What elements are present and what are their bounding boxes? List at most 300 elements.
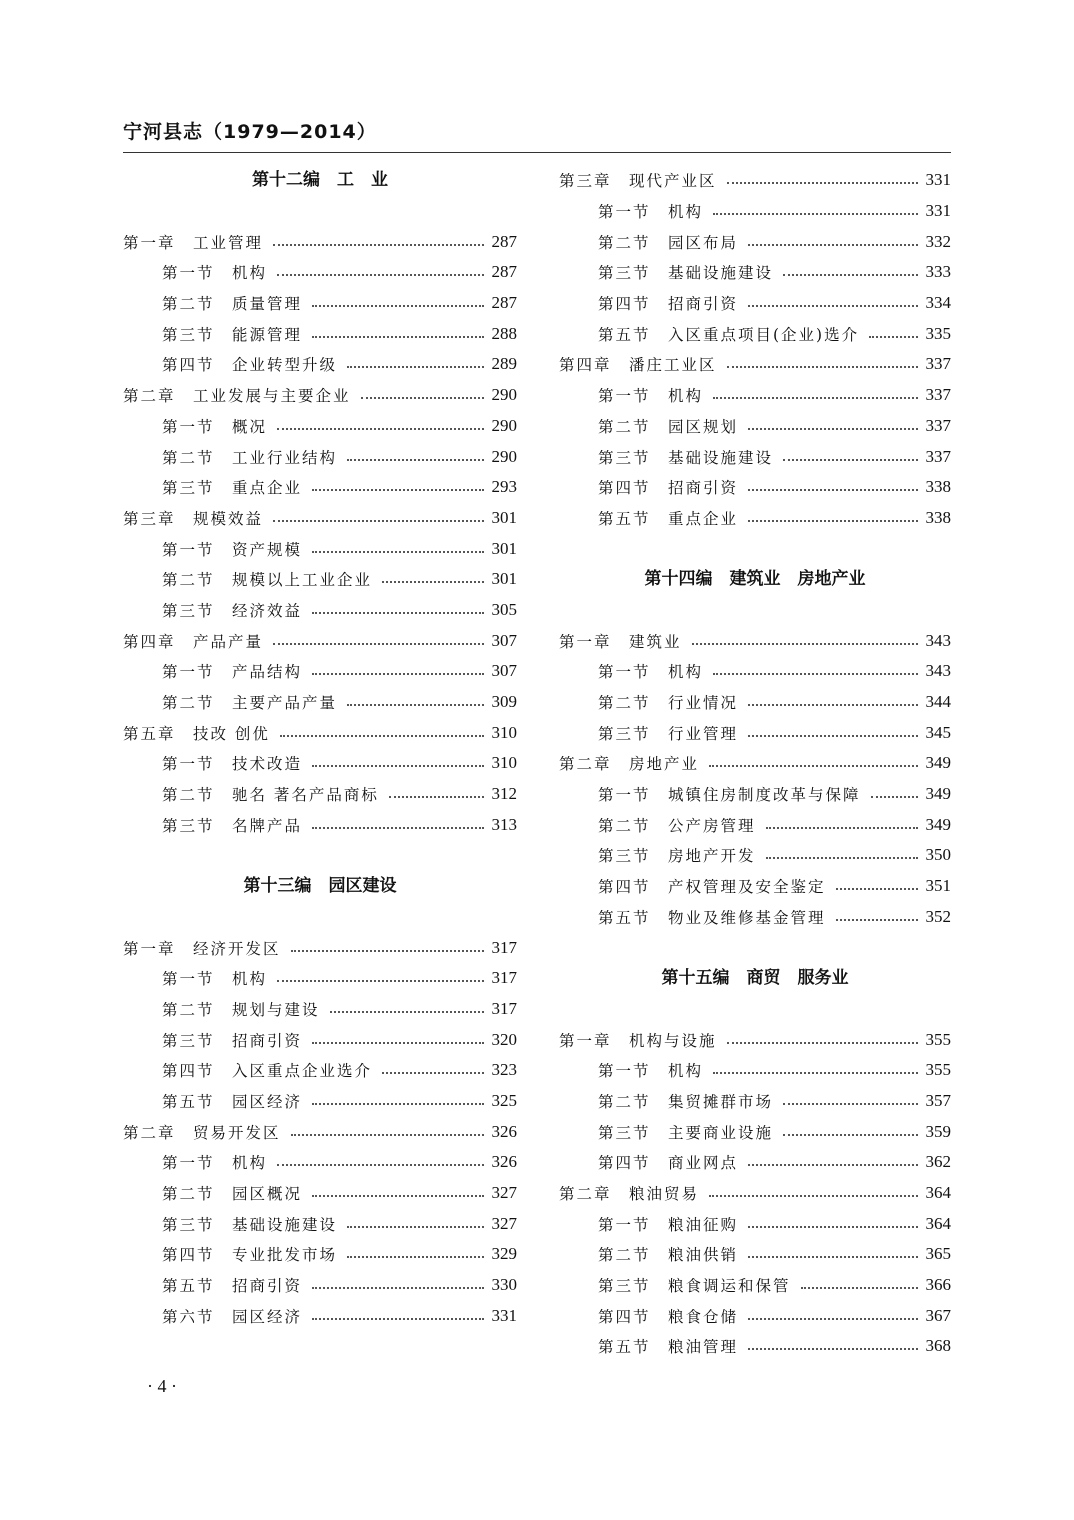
header-rule [123, 152, 951, 153]
toc-section-entry[interactable] [123, 1208, 517, 1239]
chapter-title: 建筑业 [629, 632, 682, 651]
dot-leader [382, 1072, 483, 1074]
page-ref: 330 [491, 1275, 517, 1295]
toc-section-entry[interactable] [559, 1208, 951, 1239]
toc-section-entry[interactable] [559, 1300, 951, 1331]
dot-leader [748, 1164, 917, 1166]
section-title: 基础设施建设 [232, 1215, 338, 1234]
page-ref: 312 [491, 784, 517, 804]
page-ref: 305 [491, 599, 517, 619]
page-ref: 344 [925, 692, 951, 712]
toc-section-entry[interactable] [559, 257, 951, 288]
section-title: 园区规划 [668, 417, 739, 436]
dot-leader [713, 213, 917, 215]
page-ref: 367 [925, 1305, 951, 1325]
page-ref: 317 [491, 998, 517, 1018]
toc-section-entry[interactable] [559, 809, 951, 840]
dot-leader [748, 1348, 917, 1350]
section-number: 第一节 [162, 970, 215, 989]
toc-section-entry[interactable] [559, 871, 951, 902]
dot-leader [748, 244, 917, 246]
toc-section-entry[interactable] [559, 1147, 951, 1178]
section-title: 粮油管理 [668, 1338, 739, 1357]
toc-section-entry[interactable] [559, 1055, 951, 1086]
toc-chapter-entry[interactable] [559, 748, 951, 779]
section-title: 房地产开发 [668, 847, 756, 866]
section-number: 第一节 [598, 1215, 651, 1234]
dot-leader [361, 397, 484, 399]
dot-leader [273, 643, 483, 645]
toc-section-entry[interactable] [123, 411, 517, 442]
section-number: 第三节 [162, 325, 215, 344]
toc-chapter-entry[interactable] [559, 165, 951, 196]
section-number: 第四节 [598, 878, 651, 897]
dot-leader [277, 980, 483, 982]
page-ref: 364 [925, 1213, 951, 1233]
section-number: 第三节 [598, 264, 651, 283]
toc-section-entry[interactable] [123, 963, 517, 994]
chapter-number: 第三章 [559, 172, 612, 191]
section-number: 第三节 [162, 479, 215, 498]
page-ref: 287 [491, 231, 517, 251]
toc-section-entry[interactable] [123, 656, 517, 687]
toc-spacer [123, 840, 517, 871]
section-title: 粮油供销 [668, 1246, 739, 1265]
page-ref: 313 [491, 814, 517, 834]
part-title: 第十三编 园区建设 [243, 875, 397, 896]
section-number: 第二节 [598, 233, 651, 252]
page-ref: 326 [491, 1121, 517, 1141]
page-number: · 4 · [147, 1376, 177, 1396]
page-ref: 350 [925, 845, 951, 865]
toc-chapter-entry[interactable] [123, 1116, 517, 1147]
page-ref: 334 [925, 293, 951, 313]
section-title: 园区经济 [232, 1092, 303, 1111]
toc-section-entry[interactable] [123, 1147, 517, 1178]
page-ref: 332 [925, 231, 951, 251]
dot-leader [277, 428, 483, 430]
toc-chapter-entry[interactable] [123, 717, 517, 748]
page-ref: 317 [491, 937, 517, 957]
dot-leader [273, 520, 483, 522]
running-header: 宁河县志（1979—2014） [123, 121, 377, 143]
dot-leader [748, 305, 917, 307]
section-title: 物业及维修基金管理 [668, 908, 826, 927]
chapter-title: 现代产业区 [629, 172, 717, 191]
section-title: 商业网点 [668, 1154, 739, 1173]
section-number: 第二节 [162, 694, 215, 713]
toc-section-entry[interactable] [123, 687, 517, 718]
section-number: 第四节 [598, 479, 651, 498]
page-ref: 365 [925, 1244, 951, 1264]
page-ref: 310 [491, 753, 517, 773]
section-title: 招商引资 [232, 1031, 303, 1050]
page-ref: 337 [925, 446, 951, 466]
toc-section-entry[interactable] [559, 472, 951, 503]
dot-leader [312, 1195, 483, 1197]
section-number: 第五节 [162, 1277, 215, 1296]
toc-section-entry[interactable] [559, 687, 951, 718]
page-ref: 355 [925, 1029, 951, 1049]
toc-spacer [559, 994, 951, 1025]
toc-section-entry[interactable] [123, 595, 517, 626]
page-ref: 317 [491, 968, 517, 988]
page-ref: 368 [925, 1336, 951, 1356]
toc-chapter-entry[interactable] [123, 932, 517, 963]
toc-section-entry[interactable] [123, 1300, 517, 1331]
section-number: 第四节 [162, 356, 215, 375]
chapter-number: 第四章 [123, 632, 176, 651]
page-ref: 289 [491, 354, 517, 374]
section-number: 第四节 [162, 1062, 215, 1081]
section-number: 第三节 [598, 1277, 651, 1296]
dot-leader [312, 612, 483, 614]
toc-section-entry[interactable] [123, 779, 517, 810]
dot-leader [748, 1226, 917, 1228]
dot-leader [347, 1226, 483, 1228]
toc-section-entry[interactable] [559, 1239, 951, 1270]
section-title: 机构 [668, 663, 704, 682]
page-ref: 290 [491, 385, 517, 405]
page-ref: 327 [491, 1183, 517, 1203]
dot-leader [330, 1011, 484, 1013]
page-ref: 349 [925, 753, 951, 773]
chapter-title: 机构与设施 [629, 1031, 717, 1050]
section-title: 概况 [232, 417, 268, 436]
toc-chapter-entry[interactable] [123, 226, 517, 257]
page-ref: 343 [925, 630, 951, 650]
section-title: 行业情况 [668, 694, 739, 713]
dot-leader [801, 1287, 918, 1289]
section-number: 第六节 [162, 1307, 215, 1326]
section-title: 城镇住房制度改革与保障 [668, 786, 861, 805]
section-number: 第一节 [598, 786, 651, 805]
section-number: 第四节 [598, 1154, 651, 1173]
section-number: 第四节 [598, 1307, 651, 1326]
toc-section-entry[interactable] [559, 288, 951, 319]
section-number: 第二节 [598, 1092, 651, 1111]
toc-spacer [559, 932, 951, 963]
dot-leader [312, 673, 483, 675]
section-title: 粮油征购 [668, 1215, 739, 1234]
toc-section-entry[interactable] [559, 380, 951, 411]
dot-leader [713, 673, 917, 675]
section-number: 第二节 [162, 786, 215, 805]
section-number: 第一节 [598, 203, 651, 222]
dot-leader [312, 765, 483, 767]
page-ref: 320 [491, 1029, 517, 1049]
toc-section-entry[interactable] [123, 472, 517, 503]
section-title: 园区概况 [232, 1185, 303, 1204]
page-ref: 345 [925, 722, 951, 742]
toc-chapter-entry[interactable] [559, 1024, 951, 1055]
dot-leader [727, 1042, 918, 1044]
section-number: 第一节 [162, 1154, 215, 1173]
dot-leader [291, 1134, 484, 1136]
page-ref: 288 [491, 323, 517, 343]
page-ref: 326 [491, 1152, 517, 1172]
toc-section-entry[interactable] [559, 503, 951, 534]
section-title: 企业转型升级 [232, 356, 338, 375]
dot-leader [869, 336, 917, 338]
dot-leader [709, 765, 917, 767]
toc-section-entry[interactable] [559, 1331, 951, 1362]
section-title: 机构 [668, 1062, 704, 1081]
dot-leader [312, 551, 483, 553]
page-ref: 337 [925, 385, 951, 405]
toc-section-entry[interactable] [559, 318, 951, 349]
section-number: 第三节 [162, 1031, 215, 1050]
dot-leader [783, 1134, 917, 1136]
dot-leader [871, 796, 918, 798]
toc-section-entry[interactable] [123, 318, 517, 349]
section-number: 第三节 [598, 448, 651, 467]
page-ref: 343 [925, 661, 951, 681]
section-title: 公产房管理 [668, 816, 756, 835]
dot-leader [713, 1072, 917, 1074]
page-ref: 337 [925, 415, 951, 435]
dot-leader [312, 1103, 483, 1105]
toc-right-column [559, 165, 951, 1362]
section-number: 第一节 [598, 1062, 651, 1081]
dot-leader [748, 735, 917, 737]
page-ref: 301 [491, 507, 517, 527]
dot-leader [783, 459, 917, 461]
dot-leader [273, 244, 483, 246]
section-number: 第三节 [162, 601, 215, 620]
page-ref: 293 [491, 477, 517, 497]
section-title: 产权管理及安全鉴定 [668, 878, 826, 897]
toc-chapter-entry[interactable] [559, 1178, 951, 1209]
section-number: 第一节 [598, 387, 651, 406]
section-title: 重点企业 [668, 509, 739, 528]
section-number: 第五节 [598, 1338, 651, 1357]
toc-section-entry[interactable] [123, 1178, 517, 1209]
page-ref: 349 [925, 784, 951, 804]
toc-spacer [123, 902, 517, 933]
dot-leader [312, 489, 483, 491]
section-title: 园区经济 [232, 1307, 303, 1326]
toc-section-entry[interactable] [123, 564, 517, 595]
chapter-number: 第二章 [123, 1123, 176, 1142]
toc-section-entry[interactable] [123, 1086, 517, 1117]
dot-leader [748, 1318, 917, 1320]
toc-section-entry[interactable] [559, 411, 951, 442]
section-title: 机构 [232, 970, 268, 989]
toc-chapter-entry[interactable] [559, 349, 951, 380]
section-number: 第二节 [598, 694, 651, 713]
toc-section-entry[interactable] [559, 717, 951, 748]
dot-leader [347, 704, 483, 706]
toc-section-entry[interactable] [123, 288, 517, 319]
page-ref: 349 [925, 814, 951, 834]
page-ref: 352 [925, 906, 951, 926]
section-number: 第二节 [598, 417, 651, 436]
toc-section-entry[interactable] [559, 779, 951, 810]
toc-spacer [559, 595, 951, 626]
dot-leader [347, 1256, 483, 1258]
section-title: 技术改造 [232, 755, 303, 774]
section-title: 招商引资 [232, 1277, 303, 1296]
toc-section-entry[interactable] [559, 226, 951, 257]
toc-spacer [559, 533, 951, 564]
page-ref: 309 [491, 692, 517, 712]
dot-leader [312, 1318, 483, 1320]
page-ref: 331 [491, 1305, 517, 1325]
page-ref: 335 [925, 323, 951, 343]
section-number: 第二节 [162, 571, 215, 590]
dot-leader [347, 366, 483, 368]
dot-leader [291, 950, 484, 952]
page-ref: 301 [491, 569, 517, 589]
section-title: 能源管理 [232, 325, 303, 344]
toc-left-column [123, 165, 517, 1331]
section-title: 机构 [232, 1154, 268, 1173]
page-ref: 331 [925, 170, 951, 190]
section-number: 第五节 [162, 1092, 215, 1111]
chapter-number: 第三章 [123, 509, 176, 528]
toc-section-entry[interactable] [559, 441, 951, 472]
chapter-title: 技改 创优 [193, 724, 270, 743]
dot-leader [280, 735, 484, 737]
section-number: 第二节 [598, 816, 651, 835]
section-number: 第三节 [598, 1123, 651, 1142]
page-ref: 338 [925, 507, 951, 527]
dot-leader [748, 520, 917, 522]
chapter-number: 第一章 [559, 1031, 612, 1050]
page-ref: 355 [925, 1060, 951, 1080]
chapter-title: 房地产业 [629, 755, 700, 774]
dot-leader [312, 1042, 483, 1044]
toc-section-entry[interactable] [123, 1239, 517, 1270]
section-number: 第四节 [598, 295, 651, 314]
page-ref: 325 [491, 1090, 517, 1110]
page-ref: 287 [491, 262, 517, 282]
section-title: 入区重点项目(企业)选介 [668, 325, 860, 344]
dot-leader [748, 1256, 917, 1258]
toc-section-entry[interactable] [123, 349, 517, 380]
section-title: 粮食调运和保管 [668, 1277, 791, 1296]
page-ref: 362 [925, 1152, 951, 1172]
chapter-number: 第二章 [559, 755, 612, 774]
section-title: 资产规模 [232, 540, 303, 559]
page-ref: 290 [491, 446, 517, 466]
section-number: 第三节 [598, 724, 651, 743]
page-ref: 290 [491, 415, 517, 435]
dot-leader [836, 919, 918, 921]
dot-leader [713, 397, 917, 399]
section-number: 第一节 [162, 540, 215, 559]
dot-leader [709, 1195, 917, 1197]
dot-leader [312, 827, 483, 829]
dot-leader [692, 643, 918, 645]
section-title: 机构 [668, 203, 704, 222]
section-title: 主要商业设施 [668, 1123, 774, 1142]
toc-section-entry[interactable] [123, 748, 517, 779]
toc-chapter-entry[interactable] [123, 503, 517, 534]
section-title: 驰名 著名产品商标 [232, 786, 379, 805]
chapter-title: 潘庄工业区 [629, 356, 717, 375]
toc-section-entry[interactable] [559, 656, 951, 687]
page-ref: 333 [925, 262, 951, 282]
section-title: 集贸摊群市场 [668, 1092, 774, 1111]
chapter-number: 第一章 [123, 939, 176, 958]
section-title: 基础设施建设 [668, 448, 774, 467]
section-number: 第三节 [162, 1215, 215, 1234]
dot-leader [347, 459, 483, 461]
toc-section-entry[interactable] [559, 902, 951, 933]
toc-section-entry[interactable] [123, 1024, 517, 1055]
dot-leader [727, 182, 918, 184]
chapter-title: 产品产量 [193, 632, 264, 651]
toc-section-entry[interactable] [559, 1116, 951, 1147]
section-number: 第一节 [162, 417, 215, 436]
section-number: 第一节 [162, 264, 215, 283]
page-ref: 338 [925, 477, 951, 497]
section-title: 名牌产品 [232, 816, 303, 835]
chapter-number: 第一章 [123, 233, 176, 252]
section-title: 主要产品产量 [232, 694, 338, 713]
section-number: 第一节 [162, 755, 215, 774]
chapter-title: 规模效益 [193, 509, 264, 528]
section-number: 第一节 [598, 663, 651, 682]
section-number: 第四节 [162, 1246, 215, 1265]
toc-section-entry[interactable] [123, 809, 517, 840]
chapter-title: 粮油贸易 [629, 1185, 700, 1204]
chapter-title: 贸易开发区 [193, 1123, 281, 1142]
section-title: 规模以上工业企业 [232, 571, 373, 590]
page-ref: 357 [925, 1090, 951, 1110]
toc-section-entry[interactable] [559, 1270, 951, 1301]
section-number: 第五节 [598, 908, 651, 927]
dot-leader [312, 305, 483, 307]
chapter-title: 工业发展与主要企业 [193, 387, 351, 406]
section-number: 第二节 [598, 1246, 651, 1265]
section-title: 入区重点企业选介 [232, 1062, 373, 1081]
chapter-number: 第二章 [123, 387, 176, 406]
dot-leader [748, 704, 917, 706]
toc-section-entry[interactable] [123, 533, 517, 564]
toc-chapter-entry[interactable] [123, 380, 517, 411]
toc-section-entry[interactable] [559, 1086, 951, 1117]
dot-leader [312, 1287, 483, 1289]
toc-section-entry[interactable] [123, 1270, 517, 1301]
toc-section-entry[interactable] [123, 1055, 517, 1086]
dot-leader [783, 1103, 917, 1105]
dot-leader [766, 827, 918, 829]
toc-chapter-entry[interactable] [559, 625, 951, 656]
page-ref: 337 [925, 354, 951, 374]
toc-section-entry[interactable] [123, 441, 517, 472]
toc-section-entry[interactable] [123, 994, 517, 1025]
dot-leader [277, 1164, 483, 1166]
page-ref: 359 [925, 1121, 951, 1141]
chapter-title: 工业管理 [193, 233, 264, 252]
toc-section-entry[interactable] [123, 257, 517, 288]
toc-spacer [123, 196, 517, 227]
toc-section-entry[interactable] [559, 840, 951, 871]
section-title: 质量管理 [232, 295, 303, 314]
section-title: 园区布局 [668, 233, 739, 252]
dot-leader [766, 857, 918, 859]
dot-leader [836, 888, 918, 890]
page-ref: 351 [925, 876, 951, 896]
toc-section-entry[interactable] [559, 196, 951, 227]
toc-chapter-entry[interactable] [123, 625, 517, 656]
dot-leader [748, 489, 917, 491]
chapter-number: 第五章 [123, 724, 176, 743]
chapter-number: 第一章 [559, 632, 612, 651]
